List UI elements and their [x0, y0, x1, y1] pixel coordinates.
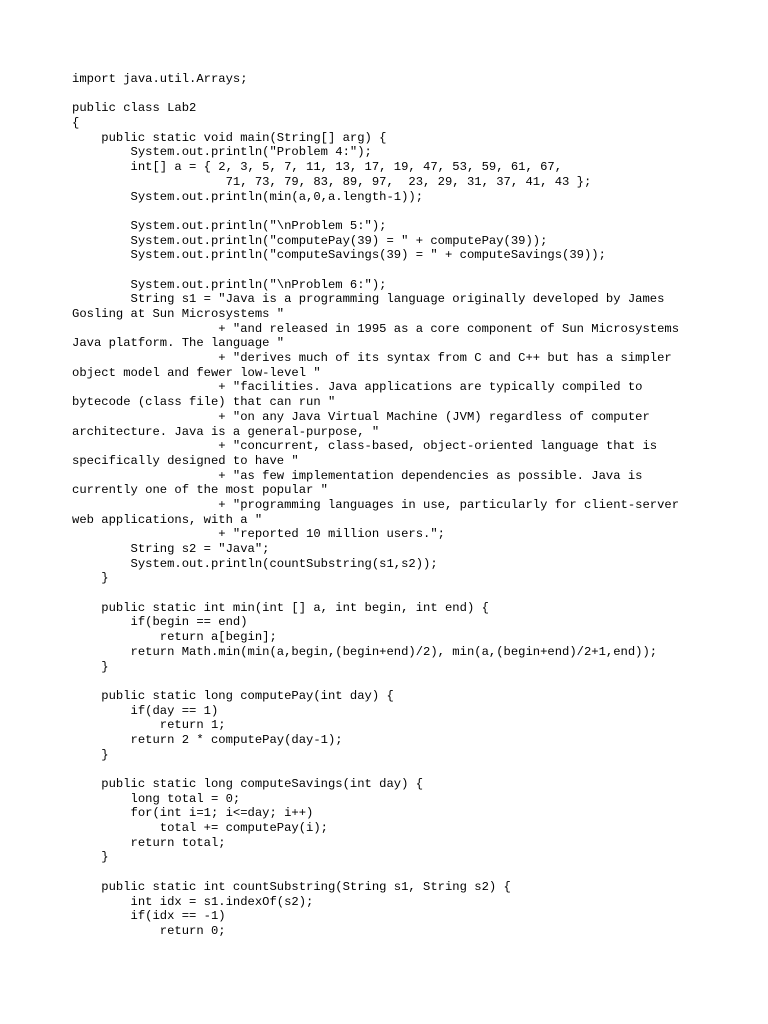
code-line: + "reported 10 million users."; [72, 527, 445, 542]
code-line: if(day == 1) [72, 703, 219, 718]
code-line: public static long computePay(int day) { [72, 688, 394, 703]
code-line: bytecode (class file) that can run " [72, 395, 336, 410]
code-line [72, 674, 732, 689]
code-line: System.out.println(min(a,0,a.length-1)); [72, 189, 424, 204]
code-line: specifically designed to have " [72, 453, 299, 468]
code-line: } [72, 659, 109, 674]
code-line: } [72, 850, 109, 865]
code-line [72, 762, 732, 777]
code-line: return 0; [72, 923, 226, 938]
code-line: + "concurrent, class-based, object-oriented language that is [72, 439, 658, 454]
code-line: + "derives much of its syntax from C and C++ but has a simpler [72, 351, 672, 366]
code-line: total += computePay(i); [72, 821, 328, 836]
code-line: int idx = s1.indexOf(s2); [72, 894, 314, 909]
code-line: public class Lab2 [72, 101, 197, 116]
code-line [72, 87, 732, 102]
code-line: System.out.println("computeSavings(39) = " + computeSavings(39)); [72, 248, 606, 263]
code-line: + "as few implementation dependencies as possible. Java is [72, 468, 643, 483]
code-line: currently one of the most popular " [72, 483, 328, 498]
code-line: return total; [72, 835, 226, 850]
code-line: return 2 * computePay(day-1); [72, 732, 343, 747]
code-line: for(int i=1; i<=day; i++) [72, 806, 314, 821]
code-line: object model and fewer low-level " [72, 365, 321, 380]
code-line: int[] a = { 2, 3, 5, 7, 11, 13, 17, 19, 47, 53, 59, 61, 67, [72, 160, 563, 175]
code-line: String s2 = "Java"; [72, 542, 270, 556]
code-line: if(begin == end) [72, 615, 248, 630]
code-line [72, 204, 732, 219]
code-line: architecture. Java is a general-purpose, " [72, 424, 380, 439]
code-line: + "facilities. Java applications are typically compiled to [72, 380, 643, 395]
code-line: System.out.println("Problem 4:"); [72, 145, 372, 160]
code-line: System.out.println("\nProblem 5:"); [72, 218, 387, 233]
code-line: public static void main(String[] arg) { [72, 130, 387, 145]
code-line: Java platform. The language " [72, 336, 285, 351]
code-line: web applications, with a " [72, 512, 263, 527]
code-listing [72, 72, 732, 939]
code-line: + "programming languages in use, particularly for client-server [72, 497, 680, 512]
code-line: String s1 = "Java is a programming language originally developed by James [72, 292, 665, 307]
code-line: 71, 73, 79, 83, 89, 97, 23, 29, 31, 37, 41, 43 }; [72, 174, 592, 189]
code-line: + "and released in 1995 as a core component of Sun Microsystems [72, 321, 680, 336]
code-line: return a[begin]; [72, 630, 277, 645]
code-line: } [72, 571, 109, 586]
code-line: { [72, 116, 80, 131]
code-line [72, 263, 732, 278]
code-line [72, 586, 732, 601]
code-line: public static int countSubstring(String s1, String s2) { [72, 879, 511, 894]
code-line: long total = 0; [72, 791, 241, 806]
code-line: System.out.println(countSubstring(s1,s2)); [72, 556, 438, 571]
code-line: return 1; [72, 718, 226, 733]
code-line: public static long computeSavings(int day) { [72, 777, 424, 791]
code-line: if(idx == -1) [72, 909, 226, 924]
code-line [72, 865, 732, 880]
code-line: return Math.min(min(a,begin,(begin+end)/2), min(a,(begin+end)/2+1,end)); [72, 644, 658, 659]
code-line: System.out.println("computePay(39) = " + computePay(39)); [72, 233, 548, 248]
code-line: + "on any Java Virtual Machine (JVM) regardless of computer [72, 409, 650, 424]
code-line: } [72, 747, 109, 762]
code-line: System.out.println("\nProblem 6:"); [72, 277, 387, 292]
code-line: public static int min(int [] a, int begin, int end) { [72, 600, 489, 615]
code-line: Gosling at Sun Microsystems " [72, 307, 285, 321]
code-line: import java.util.Arrays; [72, 72, 248, 86]
